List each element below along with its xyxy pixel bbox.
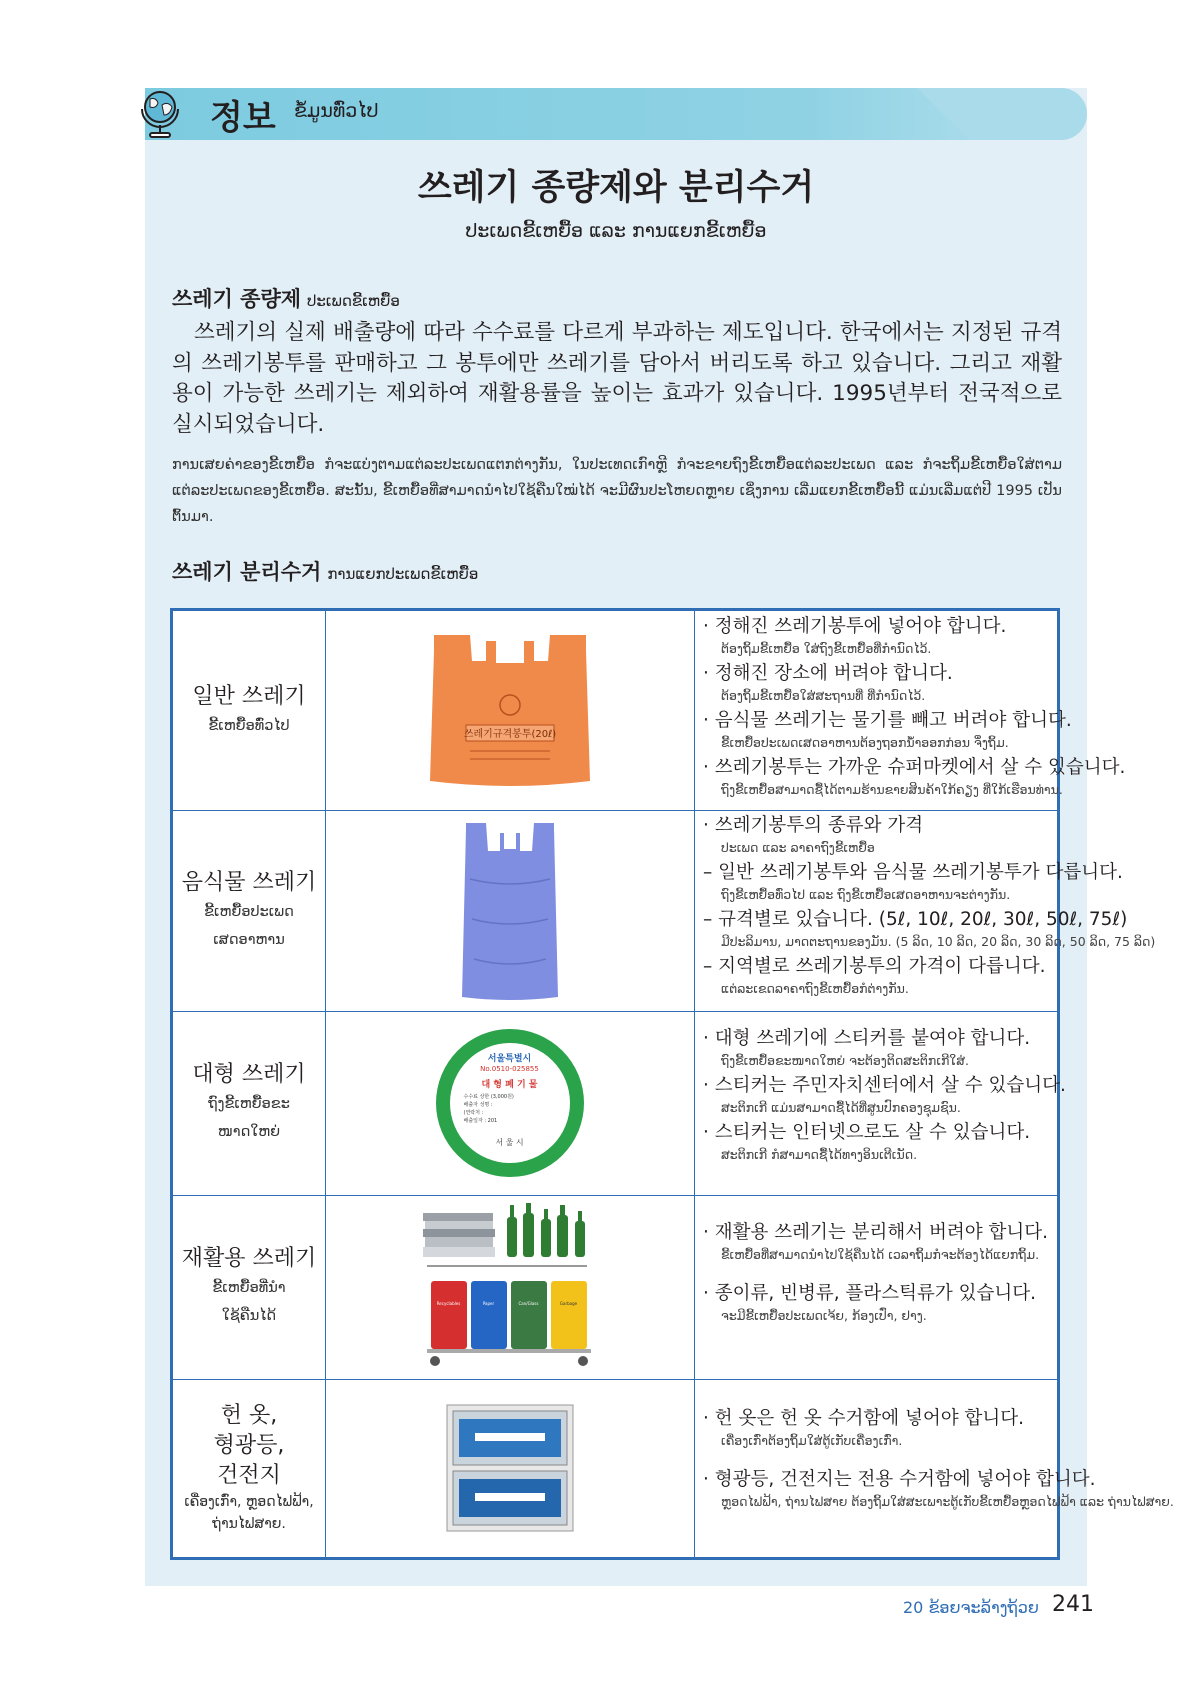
table-row <box>173 1011 1066 1196</box>
description-cell <box>695 1379 1174 1557</box>
section-heading-lo: ປະເພດຂີ້ເຫຍື້ອ <box>307 292 400 310</box>
category-lo: ຖົງຂີ້ເຫຍື້ອຂະ <box>208 1096 290 1112</box>
table-row <box>173 611 1126 811</box>
category-cell <box>173 810 326 1011</box>
description-cell <box>695 810 1156 1011</box>
rule-text-lo: ມີປະລິມານ, ມາດຕະຖານຂອງມັນ. (5 ລິດ, 10 ລິດ, 20 ລິດ, 30 ລິດ, 50 ລິດ, 75 ລິດ) <box>721 934 1156 949</box>
category-cell <box>173 1379 326 1557</box>
category-cell <box>173 1011 326 1195</box>
category-ko: 대형 쓰레기 <box>192 1062 306 1087</box>
rule-text-lo: ຕ້ອງຖິ້ມຂີ້ເຫຍື້ອໃສ່ສະຖານທີ່ ທີ່ກໍານົດໄວ້. <box>721 688 926 703</box>
rule-text-ko: · 대형 쓰레기에 스티커를 붙여야 합니다. <box>703 1028 1031 1049</box>
category-ko: 건전지 <box>217 1463 281 1488</box>
category-lo: ເຄື່ອງເກົ່າ, ຫຼອດໄຟຟ້າ, <box>184 1494 314 1510</box>
table-row <box>173 810 1156 1012</box>
bin-label: Can/Glass <box>518 1301 539 1306</box>
rule-text-lo: ຈະມີຂີ້ເຫຍື້ອປະເພດເຈ້ຍ, ກ້ອງເປົ່າ, ຢາງ. <box>721 1308 927 1323</box>
category-lo: ຂີ້ເຫຍື້ອປະເພດ <box>204 903 294 920</box>
rule-text-lo: ຫຼອດໄຟຟ້າ, ຖ່ານໄຟສາຍ ຕ້ອງຖິ້ມໃສ່ສະເພາະຕູ້ເກັບຂີ້ເຫຍື້ອຫຼອດໄຟຟ້າ ແລະ ຖ່ານໄຟສາຍ. <box>721 1494 1174 1509</box>
rule-text-ko: – 지역별로 쓰레기봉투의 가격이 다릅니다. <box>703 956 1046 977</box>
rule-text-ko: · 헌 옷은 헌 옷 수거함에 넣어야 합니다. <box>703 1408 1024 1429</box>
section-heading-ko: 쓰레기 종량제 <box>172 287 302 311</box>
globe-icon <box>136 85 184 141</box>
bin-label: Garbage <box>559 1301 578 1306</box>
paragraph-ko: 쓰레기의 실제 배출량에 따라 수수료를 다르게 부과하는 제도입니다. 한국에서는 지정된 규격의 쓰레기봉투를 판매하고 그 봉투에만 쓰레기를 담아서 버리도록 하고 있습니다. 그리고 재활용이 가능한 쓰레기는 제외하여 재활용률을 높이는 효과가 있습니다. 1995년부터 전국적으로 실시되었습니다. <box>172 320 1062 437</box>
rule-text-lo: ຖົງຂີ້ເຫຍື້ອສາມາດຊື້ໄດ້ຕາມຮ້ານຂາຍສິນຄ້າໃກ້ຄຽງ ທີ່ໃກ້ເຮືອນທ່ານ. <box>721 782 1063 797</box>
rule-text-ko: · 스티커는 인터넷으로도 살 수 있습니다. <box>703 1122 1031 1143</box>
rule-text-ko: · 종이류, 빈병류, 플라스틱류가 있습니다. <box>703 1283 1036 1304</box>
rule-text-lo: ຂີ້ເຫຍື້ອປະເພດເສດອາຫານຕ້ອງຖອກນໍ້າອອກກ່ອນ ຈຶ່ງຖິ້ມ. <box>721 735 1009 750</box>
image-cell <box>325 1011 695 1195</box>
sticker-city: 서울특별시 <box>487 1054 532 1064</box>
rule-text-lo: ຂີ້ເຫຍື້ອທີ່ສາມາດນໍາໄປໃຊ້ຄືນໄດ້ ເວລາຖິ້ມກໍຈະຕ້ອງໄດ້ແຍກຖິ້ມ. <box>721 1247 1040 1262</box>
image-cell <box>325 1379 695 1557</box>
rule-text-lo: ແຕ່ລະເຂດລາຄາຖົງຂີ້ເຫຍື້ອກໍຕ່າງກັນ. <box>721 981 909 996</box>
category-lo: ໜາດໃຫຍ່ <box>217 1124 281 1140</box>
rule-text-ko: · 음식물 쓰레기는 물기를 빼고 버려야 합니다. <box>703 710 1072 731</box>
rule-text-ko: · 정해진 장소에 버려야 합니다. <box>703 663 953 684</box>
rule-text-ko: · 형광등, 건전지는 전용 수거함에 넣어야 합니다. <box>703 1469 1096 1490</box>
table-row <box>173 1195 1057 1380</box>
category-ko: 재활용 쓰레기 <box>181 1246 317 1271</box>
orange-garbage-bag-image <box>426 631 594 791</box>
header-title: 정보 <box>210 98 276 138</box>
sticker-fields: 수수료 상한 (3,000원) 배출자 성명 : (연락처 : 배출일자 : 201 <box>463 1094 514 1124</box>
waste-separation-table <box>170 608 1174 1560</box>
category-cell <box>173 611 326 810</box>
page-title: 쓰레기 종량제와 분리수거 <box>417 168 815 208</box>
rule-text-ko: · 쓰레기봉투는 가까운 슈퍼마켓에서 살 수 있습니다. <box>703 757 1126 778</box>
section-heading-separation <box>172 556 478 586</box>
sticker-bottom: 서 울 시 <box>495 1138 524 1147</box>
image-cell <box>325 810 695 1011</box>
rule-text-lo: ເຄື່ອງເກົ່າຕ້ອງຖິ້ມໃສ່ຕູ້ເກັບເຄື່ອງເກົ່າ. <box>721 1433 903 1448</box>
page-number: 241 <box>1052 1592 1094 1617</box>
image-cell <box>325 1195 695 1379</box>
bin-label: Paper <box>482 1301 495 1306</box>
table-row <box>173 1379 1174 1557</box>
image-cell <box>325 611 695 810</box>
rule-text-lo: ປະເພດ ແລະ ລາຄາຖົງຂີ້ເຫຍື້ອ <box>721 840 875 855</box>
recycling-bins-image <box>421 1203 599 1371</box>
rule-text-lo: ສະຕິກເກີ ກໍສາມາດຊື້ໄດ້ທາງອິນເຕີເນັດ. <box>721 1147 918 1162</box>
category-ko: 헌 옷, <box>220 1403 278 1428</box>
category-ko: 형광등, <box>213 1433 285 1458</box>
description-cell <box>695 1011 1066 1195</box>
description-cell <box>695 1195 1057 1379</box>
section-heading-ko: 쓰레기 분리수거 <box>172 560 322 584</box>
collection-cabinet-image <box>445 1403 575 1533</box>
category-ko: 일반 쓰레기 <box>192 683 306 709</box>
rule-text-ko: · 스티커는 주민자치센터에서 살 수 있습니다. <box>703 1075 1066 1096</box>
rule-text-ko: · 쓰레기봉투의 종류와 가격 <box>703 815 924 836</box>
category-lo: ຂີ້ເຫຍື້ອທີ່ນໍາ <box>212 1280 286 1296</box>
category-lo: ໃຊ້ຄືນໄດ້ <box>221 1308 277 1324</box>
rule-text-ko: · 정해진 쓰레기봉투에 넣어야 합니다. <box>703 616 1007 637</box>
category-ko: 음식물 쓰레기 <box>181 869 317 895</box>
section-heading-lo: ການແຍກປະເພດຂີ້ເຫຍື້ອ <box>327 565 479 583</box>
footer-lesson-title: 20 ຂ້ອຍຈະລ້າງຖ້ວຍ <box>903 1598 1039 1617</box>
rule-text-lo: ຖົງຂີ້ເຫຍື້ອທົ່ວໄປ ແລະ ຖົງຂີ້ເຫຍື້ອເສດອາຫານຈະຕ່າງກັນ. <box>721 887 1011 902</box>
section-heading-volume-based <box>172 283 400 313</box>
bin-label: Recyclables <box>436 1301 461 1306</box>
header-subtitle: ຂໍ້ມູນທົ່ວໄປ <box>294 100 379 122</box>
category-lo: ຖ່ານໄຟສາຍ. <box>212 1516 286 1532</box>
rule-text-lo: ຖົງຂີ້ເຫຍື້ອຂະໜາດໃຫຍ່ ຈະຕ້ອງຕິດສະຕິກເກີໃສ່. <box>721 1053 969 1068</box>
rule-text-ko: · 재활용 쓰레기는 분리해서 버려야 합니다. <box>703 1222 1048 1243</box>
sticker-number: No.0510-025855 <box>480 1065 539 1073</box>
svg-text:쓰레기규격봉투(20ℓ): 쓰레기규격봉투(20ℓ) <box>463 728 556 740</box>
rule-text-lo: ຕ້ອງຖິ້ມຂີ້ເຫຍື້ອ ໃສ່ຖົງຂີ້ເຫຍື້ອທີ່ກໍານົດໄວ້. <box>721 641 932 656</box>
page-subtitle: ປະເພດຂີ້ເຫຍື້ອ ແລະ ການແຍກຂີ້ເຫຍື້ອ <box>465 220 767 242</box>
rule-text-ko: – 규격별로 있습니다. (5ℓ, 10ℓ, 20ℓ, 30ℓ, 50ℓ, 75ℓ) <box>703 909 1128 930</box>
rule-text-lo: ສະຕິກເກີ ແມ່ນສາມາດຊື້ໄດ້ທີ່ສູນປົກຄອງຊຸມຊົນ. <box>721 1100 961 1115</box>
paragraph-lo: ການເສຍຄ່າຂອງຂີ້ເຫຍື້ອ ກໍຈະແບ່ງຕາມແຕ່ລະປະເພດແຕກຕ່າງກັນ, ໃນປະເທດເກົາຫຼີ ກໍຈະຂາຍຖົງຂີ້ເຫຍື້ອແຕ່ລະປະເພດ ແລະ ກໍຈະຖິ້ມຂີ້ເຫຍື້ອໃສ່ຕາມ ແຕ່ລະປະເພດຂອງຂີ້ເຫຍື້ອ. ສະນັ້ນ, ຂີ້ເຫຍື້ອທີ່ສາມາດນໍາໄປໃຊ້ຄືນໃໝ່ໄດ້ ຈະມີຜົນປະໂຫຍດຫຼາຍ ເຊິ່ງການ ເລີ່ມແຍກຂີ້ເຫຍື້ອນີ້ ແມ່ນເລີ່ມແຕ່ປີ 1995 ເປັນຕົ້ນມາ. <box>172 457 1062 525</box>
category-lo: ຂີ້ເຫຍື້ອທົ່ວໄປ <box>208 717 290 734</box>
sticker-label: 대 형 폐 기 물 <box>481 1080 538 1090</box>
category-cell <box>173 1195 326 1379</box>
blue-food-waste-bag-image <box>460 819 560 1003</box>
category-lo: ເສດອາຫານ <box>213 931 285 948</box>
description-cell <box>695 611 1126 810</box>
rule-text-ko: – 일반 쓰레기봉투와 음식물 쓰레기봉투가 다릅니다. <box>703 862 1123 883</box>
large-waste-sticker-image <box>436 1029 584 1177</box>
